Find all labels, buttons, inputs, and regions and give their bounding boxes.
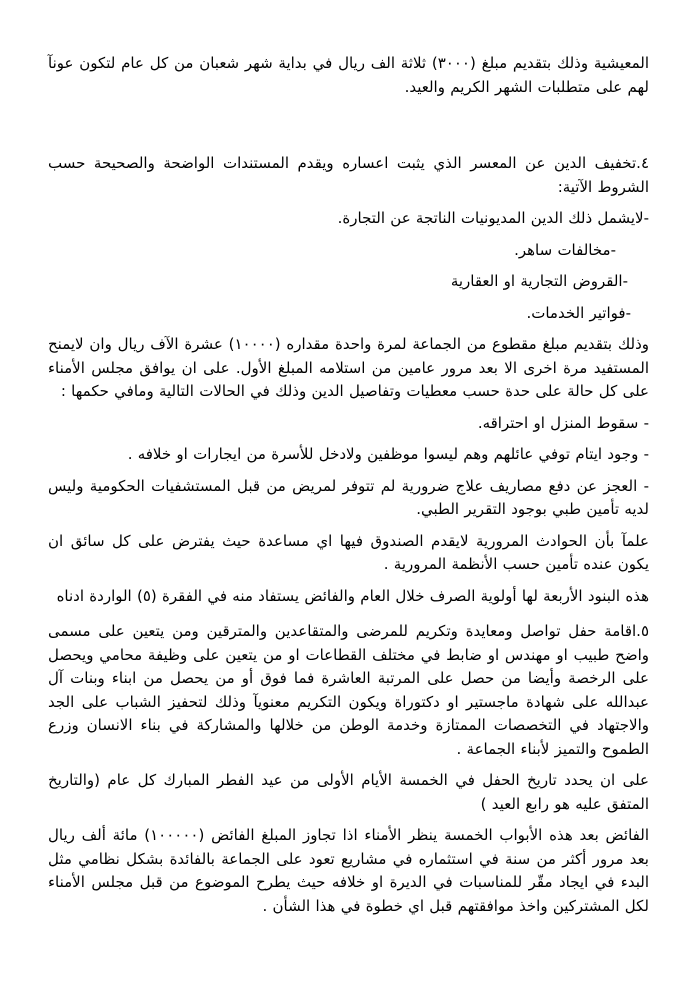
dash-list-item: - سقوط المنزل او احتراقه. [477, 413, 649, 432]
body-paragraph: على ان يحدد تاريخ الحفل في الخمسة الأيام الأولى من عيد الفطر المبارك كل عام (والتاريخ المتفق عليه هو رابع العيد ) [42, 771, 649, 813]
dash-list-item: -فواتير الخدمات. [526, 303, 631, 322]
body-paragraph: علمآ بأن الحوادث المرورية لايقدم الصندوق فيها اي مساعدة حيث يفترض على كل سائق ان يكون عنده تأمين حسب الأنظمة المرورية . [42, 531, 649, 573]
body-paragraph: هذه البنود الأربعة لها أولوية الصرف خلال العام والفائض يستفاد منه في الفقرة (٥) الواردة ادناه [56, 586, 649, 605]
numbered-clause: ٥.اقامة حفل تواصل ومعايدة وتكريم للمرضى والمتقاعدين والمترقين ومن يتعين على مسمى واضح طبيب او مهندس او ضابط في مختلف القطاعات او من يتعين على وظيفة محامي ويحصل على الرخصة وأيضا من حصل على المرتبة العاشرة فما فوق أو من يحصل من ابناء وبنات آل عبدالله على شهادة ماجستير او دكتوراة ويكون التكريم معنويآ وذلك لتحفيز الشباب على الجد والاجتهاد في التخصصات الممتازة وخدمة الوطن من خلالها والمشاركة في بناء الانسان وزرع الطموح والتميز لأبناء الجماعة . [42, 622, 649, 758]
dash-list-item: -لايشمل ذلك الدين المديونيات الناتجة عن التجارة. [337, 209, 649, 227]
body-paragraph: المعيشية وذلك بتقديم مبلغ (٣٠٠٠) ثلاثة الف ريال في بداية شهر شعبان من كل عام لتكون عونآ لهم على متطلبات الشهر الكريم والعيد. [42, 54, 649, 96]
body-paragraph: وذلك بتقديم مبلغ مقطوع من الجماعة لمرة واحدة مقداره (١٠٠٠٠) عشرة الآف ريال وان لايمنح المستفيد مرة اخرى الا بعد مرور عامين من استلامه المبلغ الأول. على ان يوافق مجلس الأمناء على كل حالة على حدة حسب معطيات وتفاصيل الدين وذلك في الحالات التالية ومافي حكمها : [42, 335, 649, 400]
dash-list-item: - العجز عن دفع مصاريف علاج ضرورية لم تتوفر لمريض من قبل المستشفيات الحكومية وليس لديه تأمين طبي بوجود التقرير الطبي. [42, 476, 649, 518]
document-text-block [42, 52, 649, 918]
dash-list-item: -مخالفات ساهر. [514, 240, 616, 259]
dash-list-item: - وجود ايتام توفي عائلهم وهم ليسوا موظفين ولادخل للأسرة من ايجارات او خلافه . [127, 445, 649, 463]
body-paragraph: الفائض بعد هذه الأبواب الخمسة ينظر الأمناء اذا تجاوز المبلغ الفائض (١٠٠٠٠٠) مائة ألف ريال بعد مرور أكثر من سنة في استثماره في مشاريع تعود على الجماعة بالفائدة بشكل نظامي مثل البدء في ايجاد مقّر للمناسبات في الديرة او خلافه حيث يطرح الموضوع من قبل مجلس الأمناء لكل المشتركين واخذ موافقتهم قبل اي خطوة في هذا الشأن . [42, 826, 649, 915]
dash-list-item: -القروض التجارية او العقارية [450, 272, 628, 290]
numbered-clause: ٤.تخفيف الدين عن المعسر الذي يثبت اعساره ويقدم المستندات الواضحة والصحيحة حسب الشروط الآتية: [42, 154, 649, 196]
